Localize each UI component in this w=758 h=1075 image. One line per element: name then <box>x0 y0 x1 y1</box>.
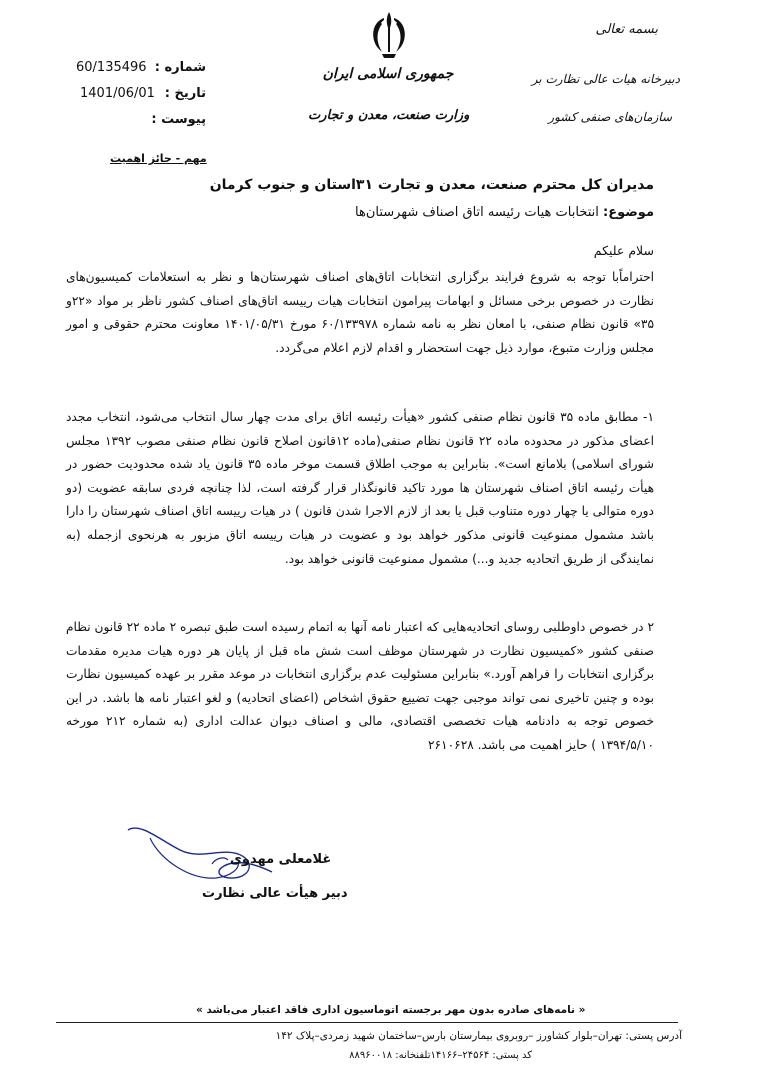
postal-address: آدرس پستی: تهران–بلوار کشاورز –روبروی بیمارستان بارس–ساختمان شهید زمردی–پلاک ۱۴۲ <box>275 1030 682 1042</box>
attachment-label: پیوست : <box>151 112 206 127</box>
footer-validity-note: « نامه‌های صادره بدون مهر برجسته اتوماسیون اداری فاقد اعتبار می‌باشد » <box>196 1004 586 1016</box>
greeting: سلام علیکم <box>593 243 654 258</box>
postal-code-phone: کد پستی: ۲۴۵۶۴–۱۴۱۶۶تلفنخانه: ۸۸۹۶۰۰۱۸ <box>349 1050 532 1061</box>
org-line-2: سازمان‌های صنفی کشور <box>548 110 672 124</box>
signatory-name: غلامعلی مهدوی <box>230 852 332 867</box>
subject-line <box>355 205 654 220</box>
subject-text: انتخابات هیات رئیسه اتاق اصناف شهرستان‌ها <box>355 205 603 220</box>
date-label: تاریخ : <box>164 86 206 101</box>
iran-emblem-icon <box>364 8 414 64</box>
bismillah: بسمه تعالی <box>595 22 658 37</box>
footer-divider <box>56 1022 678 1023</box>
country-title: جمهوری اسلامی ایران <box>322 66 454 82</box>
body-paragraph-2: ۱- مطابق ماده ۳۵ قانون نظام صنفی کشور «هیأت رئیسه اتاق برای مدت چهار سال انتخاب می‌شود، انتخاب مجدد اعضای مذکور در محدوده ماده ۲۲ قانون نظام صنفی(ماده ۱۲قانون اصلاح قانون نظام صنفی مصوب ۱۳۹۲ مجلس شورای اسلامی) بلامانع است». بنابراین به موجب اطلاق قسمت موخر ماده ۳۵ قانون یاد شده محدودیت حضور در هیأت رئیسه اتاق اصناف شهرستان ها مورد تاکید قانونگذار قرار گرفته است، لذا چنانچه فردی سابقه عضویت (دو دوره متوالی یا چهار دوره متناوب قبل یا بعد از لازم الاجرا شدن قانون ) در هیات رییسه اتاق اصناف شهرستان را دارا باشد مشمول ممنوعیت قانونی مذکور خواهد بود و عضویت در هیات رییسه اتاق مزبور به هرنحوی ازجمله (به نمایندگی از طریق اتحادیه جدید و...) مشمول ممنوعیت قانونی خواهد بود. <box>66 410 655 566</box>
body-paragraph-1: احتراماًبا توجه به شروع فرایند برگزاری انتخابات اتاق‌های اصناف شهرستان‌ها و نظر به استعلامات کمیسیون‌های نظارت در خصوص برخی مسائل و ابهامات پیرامون انتخابات هیات رییسه اتاق‌های اصناف کشور ناظر بر مواد «۲۲و ۳۵» قانون نظام صنفی، با امعان نظر به نامه شماره ۶۰/۱۳۳۹۷۸ مورخ ۱۴۰۱/۰۵/۳۱ معاونت محترم حقوقی و امور مجلس وزارت متبوع، موارد ذیل جهت استحضار و اقدام لازم اعلام می‌گردد. <box>66 270 654 355</box>
priority-label: مهم - حائز اهمیت <box>110 152 207 165</box>
org-line-1: دبیرخانه هیات عالی نظارت بر <box>531 72 680 86</box>
signatory-title: دبیر هیأت عالی نظارت <box>202 886 348 901</box>
subject-label: موضوع: <box>603 205 654 220</box>
date-value: 1401/06/01 <box>80 86 155 101</box>
addressee: مدیران کل محترم صنعت، معدن و تجارت ۳۱استان و جنوب کرمان <box>209 177 654 193</box>
ministry-title: وزارت صنعت، معدن و تجارت <box>308 108 470 123</box>
number-label: شماره : <box>154 60 206 75</box>
body-paragraph-3: ۲ در خصوص داوطلبی روسای اتحادیه‌هایی که اعتبار نامه آنها به اتمام رسیده است طبق تبصره ۲ ماده ۲۲ قانون نظام صنفی کشور «کمیسیون نظارت در شهرستان موظف است شش ماه قبل از پایان هر دوره هیات مدیره مقدمات برگزاری انتخابات را فراهم آورد.» بنابراین مسئولیت عدم برگزاری انتخابات در موعد مقرر بر عهده کمیسیون نظارت بوده و چنین تاخیری نمی تواند موجبی جهت تضییع حقوق اشخاص (اعضای اتحادیه) و لغو اعتبار نامه ها باشد. در این خصوص توجه به دادنامه هیات تخصصی اقتصادی، مالی و اصناف دیوان عدالت اداری (به شماره ۲۱۲ مورخه ۱۳۹۴/۵/۱۰ ) حایز اهمیت می باشد. ۲۶۱۰۶۲۸ <box>66 620 654 752</box>
number-value: 60/135496 <box>76 60 147 75</box>
